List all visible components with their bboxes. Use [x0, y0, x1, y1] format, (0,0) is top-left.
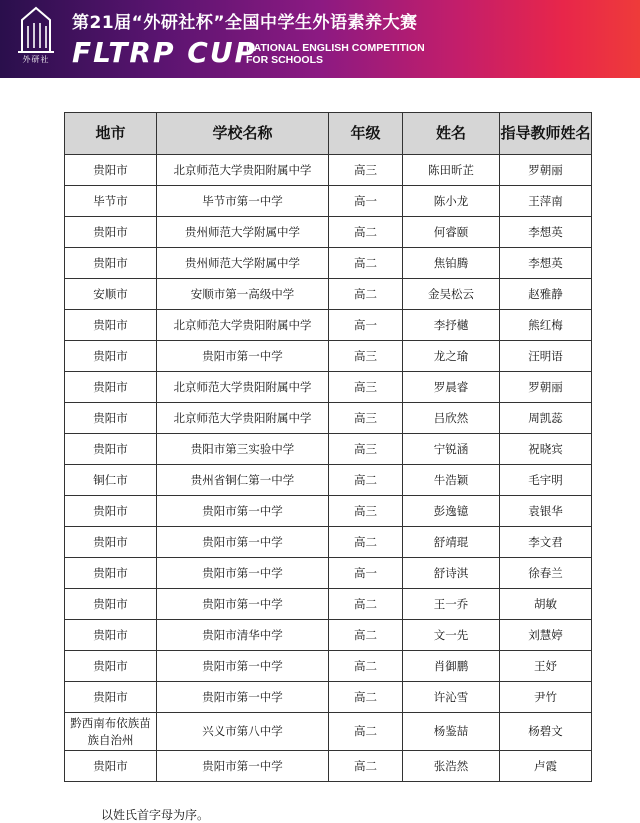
cell-city: 贵阳市: [65, 558, 157, 589]
table-row: [65, 341, 592, 372]
header-school: 学校名称: [157, 113, 329, 155]
competition-title: 第21届“外研社杯”全国中学生外语素养大赛: [72, 13, 418, 33]
cell-school: 贵阳市第一中学: [157, 682, 329, 713]
cell-teacher: 祝晓宾: [500, 434, 592, 465]
cell-name: 李抒樾: [403, 310, 500, 341]
cell-city: 贵阳市: [65, 496, 157, 527]
cell-name: 牛浩颖: [403, 465, 500, 496]
cell-grade: 高二: [329, 713, 403, 751]
cell-teacher: 王妤: [500, 651, 592, 682]
cell-grade: 高一: [329, 310, 403, 341]
cell-city: 贵阳市: [65, 620, 157, 651]
cell-grade: 高二: [329, 589, 403, 620]
cell-name: 文一先: [403, 620, 500, 651]
cell-city: 贵阳市: [65, 589, 157, 620]
cell-school: 贵阳市清华中学: [157, 620, 329, 651]
cell-city: 贵阳市: [65, 527, 157, 558]
table-row: [65, 751, 592, 782]
footnote: 以姓氏首字母为序。: [101, 808, 210, 822]
header-teacher: 指导教师姓名: [500, 113, 592, 155]
table-row: [65, 403, 592, 434]
table-row: [65, 279, 592, 310]
cell-teacher: 李想英: [500, 217, 592, 248]
cell-grade: 高二: [329, 465, 403, 496]
cell-school: 毕节市第一中学: [157, 186, 329, 217]
table-row: [65, 620, 592, 651]
cell-name: 何睿颐: [403, 217, 500, 248]
cell-grade: 高二: [329, 751, 403, 782]
cell-name: 金吴松云: [403, 279, 500, 310]
cell-school: 贵阳市第三实验中学: [157, 434, 329, 465]
cell-school: 兴义市第八中学: [157, 713, 329, 751]
cell-school: 贵阳市第一中学: [157, 651, 329, 682]
building-logo-icon: [14, 6, 58, 56]
cell-grade: 高二: [329, 279, 403, 310]
table-row: [65, 155, 592, 186]
cell-teacher: 李想英: [500, 248, 592, 279]
cell-teacher: 熊红梅: [500, 310, 592, 341]
cell-city: 贵阳市: [65, 403, 157, 434]
cell-city: 黔西南布依族苗族自治州: [65, 713, 157, 751]
cell-school: 贵州师范大学附属中学: [157, 248, 329, 279]
cup-name: FLTRP CUP: [72, 36, 258, 69]
cell-city: 贵阳市: [65, 341, 157, 372]
header-name: 姓名: [403, 113, 500, 155]
table-row: [65, 434, 592, 465]
table-row: [65, 465, 592, 496]
table-row: [65, 217, 592, 248]
cell-name: 舒靖琨: [403, 527, 500, 558]
subtitle-line-1: NATIONAL ENGLISH COMPETITION: [246, 42, 425, 54]
winners-table-container: [64, 112, 592, 782]
cell-school: 安顺市第一高级中学: [157, 279, 329, 310]
cell-school: 贵阳市第一中学: [157, 527, 329, 558]
cell-name: 焦铂腾: [403, 248, 500, 279]
cell-name: 龙之瑜: [403, 341, 500, 372]
cell-grade: 高二: [329, 248, 403, 279]
cell-grade: 高一: [329, 186, 403, 217]
cell-teacher: 王萍南: [500, 186, 592, 217]
cell-teacher: 周凯蕊: [500, 403, 592, 434]
competition-subtitle: [246, 42, 425, 66]
cell-teacher: 罗朝丽: [500, 372, 592, 403]
cell-name: 陈小龙: [403, 186, 500, 217]
cell-city: 贵阳市: [65, 248, 157, 279]
table-row: [65, 186, 592, 217]
table-row: [65, 372, 592, 403]
logo-text: 外研社: [22, 55, 50, 64]
cell-city: 毕节市: [65, 186, 157, 217]
header-grade: 年级: [329, 113, 403, 155]
cell-name: 陈田昕芷: [403, 155, 500, 186]
table-row: [65, 558, 592, 589]
cell-teacher: 李文君: [500, 527, 592, 558]
cell-teacher: 汪明语: [500, 341, 592, 372]
cell-teacher: 徐春兰: [500, 558, 592, 589]
cell-city: 贵阳市: [65, 310, 157, 341]
cell-grade: 高二: [329, 620, 403, 651]
table-row: [65, 589, 592, 620]
cell-teacher: 罗朝丽: [500, 155, 592, 186]
cell-city: 贵阳市: [65, 217, 157, 248]
table-row: [65, 682, 592, 713]
cell-school: 贵阳市第一中学: [157, 496, 329, 527]
winners-table: [64, 112, 592, 782]
cell-city: 铜仁市: [65, 465, 157, 496]
cell-name: 吕欣然: [403, 403, 500, 434]
subtitle-line-2: FOR SCHOOLS: [246, 54, 324, 66]
cell-school: 贵阳市第一中学: [157, 589, 329, 620]
cell-name: 宁锐涵: [403, 434, 500, 465]
table-row: [65, 713, 592, 751]
cell-school: 北京师范大学贵阳附属中学: [157, 372, 329, 403]
cell-teacher: 毛宇明: [500, 465, 592, 496]
cell-teacher: 赵雅静: [500, 279, 592, 310]
cell-school: 贵州省铜仁第一中学: [157, 465, 329, 496]
cell-grade: 高三: [329, 341, 403, 372]
table-body: [65, 155, 592, 782]
cell-school: 北京师范大学贵阳附属中学: [157, 403, 329, 434]
cell-grade: 高三: [329, 434, 403, 465]
cell-name: 张浩然: [403, 751, 500, 782]
cell-grade: 高三: [329, 496, 403, 527]
cell-school: 贵阳市第一中学: [157, 558, 329, 589]
table-row: [65, 496, 592, 527]
cell-teacher: 卢霞: [500, 751, 592, 782]
cell-school: 贵阳市第一中学: [157, 341, 329, 372]
cell-city: 安顺市: [65, 279, 157, 310]
header-banner: [0, 0, 640, 78]
cell-teacher: 刘慧婷: [500, 620, 592, 651]
cell-grade: 高二: [329, 682, 403, 713]
fltrp-logo: [14, 6, 58, 68]
cell-city: 贵阳市: [65, 682, 157, 713]
cell-city: 贵阳市: [65, 434, 157, 465]
cell-grade: 高三: [329, 403, 403, 434]
cell-city: 贵阳市: [65, 751, 157, 782]
cell-school: 贵州师范大学附属中学: [157, 217, 329, 248]
table-header-row: [65, 113, 592, 155]
cell-name: 罗晨睿: [403, 372, 500, 403]
cell-teacher: 胡敏: [500, 589, 592, 620]
cell-name: 彭逸镱: [403, 496, 500, 527]
cell-city: 贵阳市: [65, 155, 157, 186]
cell-teacher: 袁银华: [500, 496, 592, 527]
cell-name: 肖御鹏: [403, 651, 500, 682]
cell-grade: 高三: [329, 372, 403, 403]
cell-name: 王一乔: [403, 589, 500, 620]
table-row: [65, 651, 592, 682]
cell-city: 贵阳市: [65, 372, 157, 403]
cell-grade: 高二: [329, 651, 403, 682]
cell-name: 杨鉴喆: [403, 713, 500, 751]
cell-teacher: 杨碧文: [500, 713, 592, 751]
cell-grade: 高二: [329, 527, 403, 558]
cell-teacher: 尹竹: [500, 682, 592, 713]
cell-grade: 高二: [329, 217, 403, 248]
cell-city: 贵阳市: [65, 651, 157, 682]
cell-name: 舒诗淇: [403, 558, 500, 589]
cell-school: 贵阳市第一中学: [157, 751, 329, 782]
header-city: 地市: [65, 113, 157, 155]
table-row: [65, 310, 592, 341]
cell-school: 北京师范大学贵阳附属中学: [157, 310, 329, 341]
cell-school: 北京师范大学贵阳附属中学: [157, 155, 329, 186]
table-row: [65, 527, 592, 558]
cell-grade: 高一: [329, 558, 403, 589]
cell-name: 许沁雪: [403, 682, 500, 713]
table-row: [65, 248, 592, 279]
cell-grade: 高三: [329, 155, 403, 186]
